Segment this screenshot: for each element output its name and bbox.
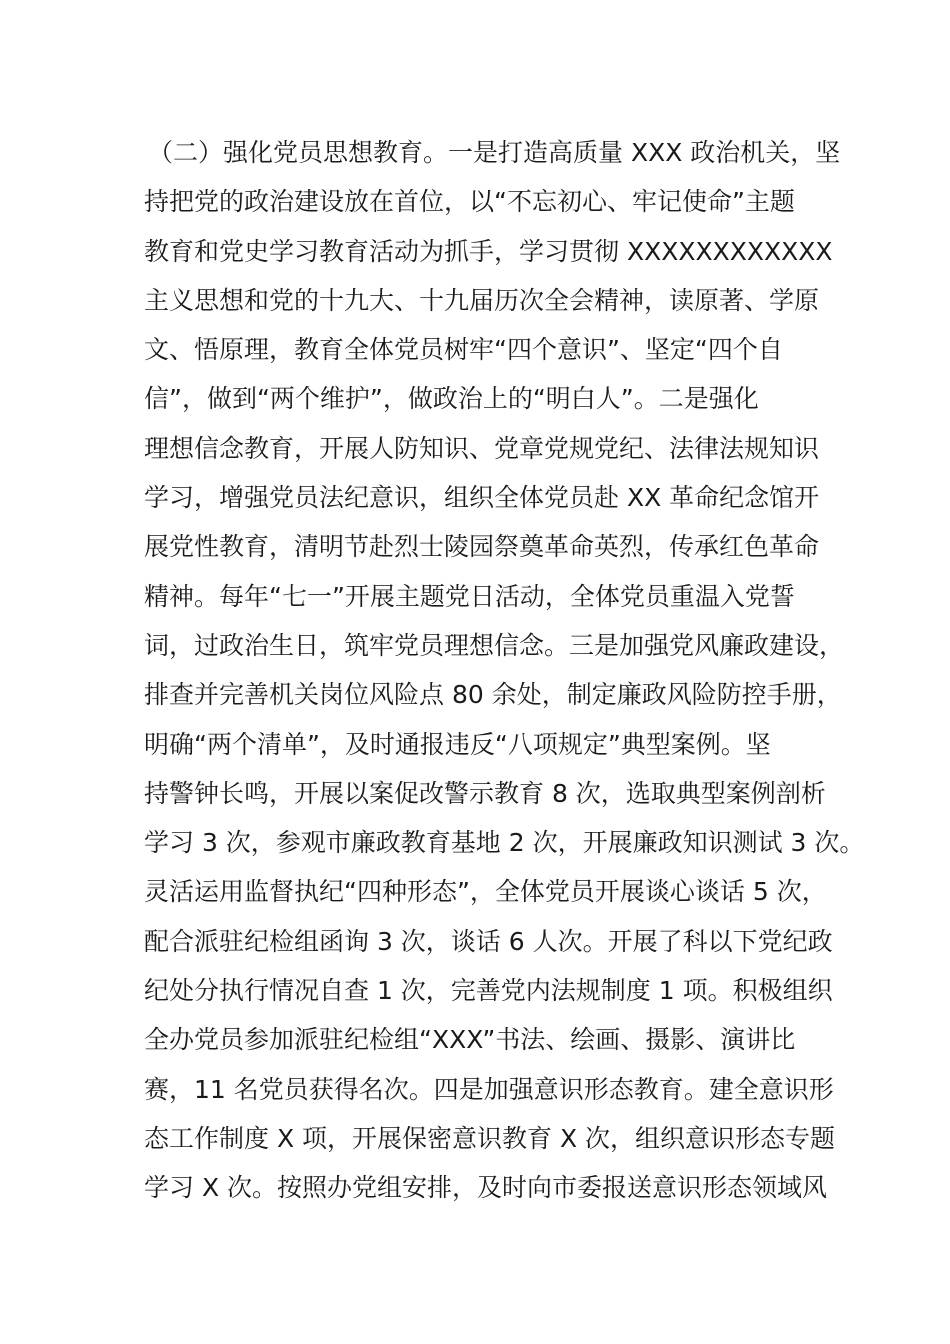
text-line: 信”，做到“两个维护”，做政治上的“明白人”。二是强化 <box>144 384 759 414</box>
text-line: 学习 X 次。按照办党组安排，及时向市委报送意识形态领域风 <box>144 1173 828 1203</box>
text-line: 展党性教育，清明节赴烈士陵园祭奠革命英烈，传承红色革命 <box>144 532 820 562</box>
text-line: 持警钟长鸣，开展以案促改警示教育 8 次，选取典型案例剖析 <box>144 778 826 808</box>
text-line: 持把党的政治建设放在首位，以“不忘初心、牢记使命”主题 <box>144 187 795 217</box>
text-line: 全办党员参加派驻纪检组“XXX”书法、绘画、摄影、演讲比 <box>144 1025 796 1055</box>
text-line: 教育和党史学习教育活动为抓手，学习贯彻 XXXXXXXXXXXX <box>144 236 833 266</box>
text-line: 学习 3 次，参观市廉政教育基地 2 次，开展廉政知识测试 3 次。 <box>144 828 865 858</box>
text-line: 文、悟原理，教育全体党员树牢“四个意识”、坚定“四个自 <box>144 335 783 365</box>
text-line: 词，过政治生日，筑牢党员理想信念。三是加强党风廉政建设， <box>144 630 845 660</box>
text-line: 精神。每年“七一”开展主题党日活动，全体党员重温入党誓 <box>144 581 795 611</box>
text-line: 明确“两个清单”，及时通报违反“八项规定”典型案例。坚 <box>144 729 771 759</box>
text-line: 配合派驻纪检组函询 3 次，谈话 6 人次。开展了科以下党纪政 <box>144 926 833 956</box>
text-line: 排查并完善机关岗位风险点 80 余处，制定廉政风险防控手册， <box>144 680 842 710</box>
body-paragraph <box>144 128 865 1213</box>
text-line: 态工作制度 X 项，开展保密意识教育 X 次，组织意识形态专题 <box>144 1123 836 1153</box>
text-line: 主义思想和党的十九大、十九届历次全会精神，读原著、学原 <box>144 285 820 315</box>
text-line: 赛，11 名党员获得名次。四是加强意识形态教育。建全意识形 <box>144 1074 834 1104</box>
text-line: 纪处分执行情况自查 1 次，完善党内法规制度 1 项。积极组织 <box>144 976 833 1006</box>
text-line: （二）强化党员思想教育。一是打造高质量 XXX 政治机关，坚 <box>148 138 841 167</box>
text-line: 学习，增强党员法纪意识，组织全体党员赴 XX 革命纪念馆开 <box>144 483 820 513</box>
text-line: 理想信念教育，开展人防知识、党章党规党纪、法律法规知识 <box>144 433 820 463</box>
text-line: 灵活运用监督执纪“四种形态”，全体党员开展谈心谈话 5 次， <box>144 877 827 907</box>
